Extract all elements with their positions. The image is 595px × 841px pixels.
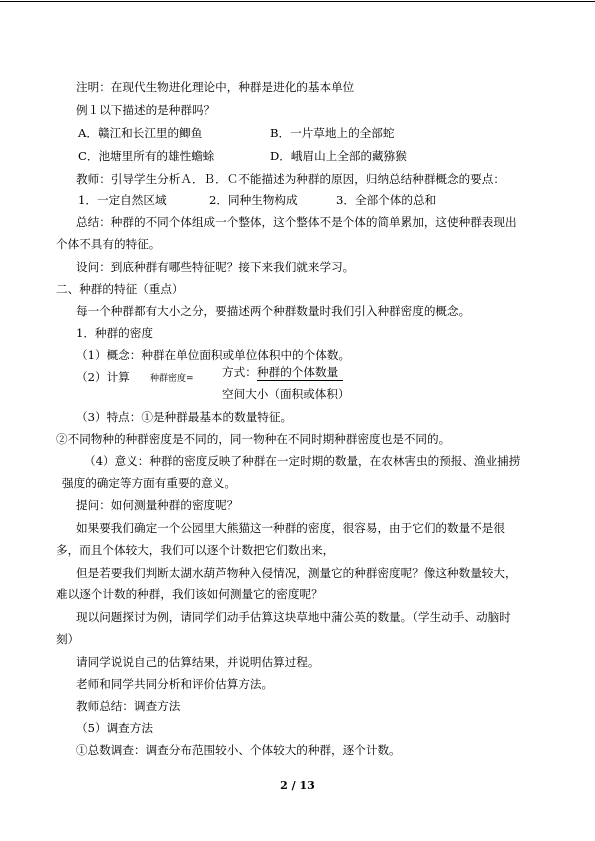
significance-line-2: 强度的确定等方面有重要的意义。 [62,476,236,490]
teacher-guide: 教师：引导学生分析Ａ．Ｂ．Ｃ不能描述为种群的原因，归纳总结种群概念的要点： [76,172,505,186]
survey-heading: （5）调查方法 [76,721,153,735]
calc-lead: （2）计算 [76,370,130,384]
example-question: 例１以下描述的是种群吗？ [76,103,216,117]
option-d: D．峨眉山上全部的藏猕猴 [270,149,407,163]
dandelion-line-2: 刻） [56,632,80,646]
key-point-2: 2．同种生物构成 [209,193,298,207]
evaluate-line: 老师和同学共同分析和评价估算方法。 [76,677,274,691]
student-share-line: 请同学说说自己的估算结果，并说明估算过程。 [76,655,320,669]
dandelion-line-1: 现以问题探讨为例，请同学们动手估算这块草地中蒲公英的数量。（学生动手、动脑时 [76,610,511,624]
feature-line: （3）特点：①是种群最基本的数量特征。 [76,410,293,424]
hyacinth-line-2: 难以逐个计数的种群，我们该如何测量它的密度呢？ [56,587,323,601]
formula-denominator: 空间大小（面积或体积） [222,387,350,401]
option-a: A．赣江和长江里的鲫鱼 [78,126,203,140]
measure-question: 提问：如何测量种群的密度呢？ [76,498,239,512]
note-line: 注明：在现代生物进化理论中，种群是进化的基本单位 [76,80,355,94]
concept-line: （1）概念：种群在单位面积或单位体积中的个体数。 [76,348,351,362]
intro-density: 每一个种群都有大小之分，要描述两个种群数量时我们引入种群密度的概念。 [76,304,471,318]
formula-method-label: 方式： [222,365,257,379]
fraction-bar [257,380,343,381]
density-equals-label: 种群密度= [150,374,194,384]
option-b: B．一片草地上的全部蛇 [270,126,395,140]
rhetorical-question: 设问：到底种群有哪些特征呢？接下来我们就来学习。 [76,260,355,274]
summary-line-2: 个体不具有的特征。 [56,237,161,251]
option-c: C．池塘里所有的雄性蟾蜍 [78,149,215,163]
page-number: 2 / 13 [280,779,315,792]
formula-numerator: 种群的个体数量 [257,365,339,379]
total-count-line: ①总数调查：调查分布范围较小、个体较大的种群，逐个计数。 [76,743,401,757]
hyacinth-line-1: 但是若要我们判断太湖水葫芦物种入侵情况，测量它的种群密度呢？像这种数量较大， [76,566,517,580]
key-point-3: 3．全部个体的总和 [336,193,437,207]
panda-line-2: 多，而且个体较大，我们可以逐个计数把它们数出来， [56,543,335,557]
key-point-1: 1．一定自然区域 [78,193,167,207]
section-heading-2: 二、种群的特征（重点） [56,282,184,296]
feature-line-2: ②不同物种的种群密度是不同的，同一物种在不同时期种群密度也是不同的。 [56,432,451,446]
panda-line-1: 如果要我们确定一个公园里大熊猫这一种群的密度，很容易，由于它们的数量不是很 [76,521,505,535]
subheading-density: 1．种群的密度 [76,326,153,340]
page-top-rule [0,1,595,2]
summary-line-1: 总结：种群的不同个体组成一个整体，这个整体不是个体的简单累加，这使种群表现出 [76,215,517,229]
significance-line-1: （4）意义：种群的密度反映了种群在一定时期的数量，在农林害虫的预报、渔业捕捞 [84,454,521,468]
teacher-summary: 教师总结：调查方法 [76,699,181,713]
